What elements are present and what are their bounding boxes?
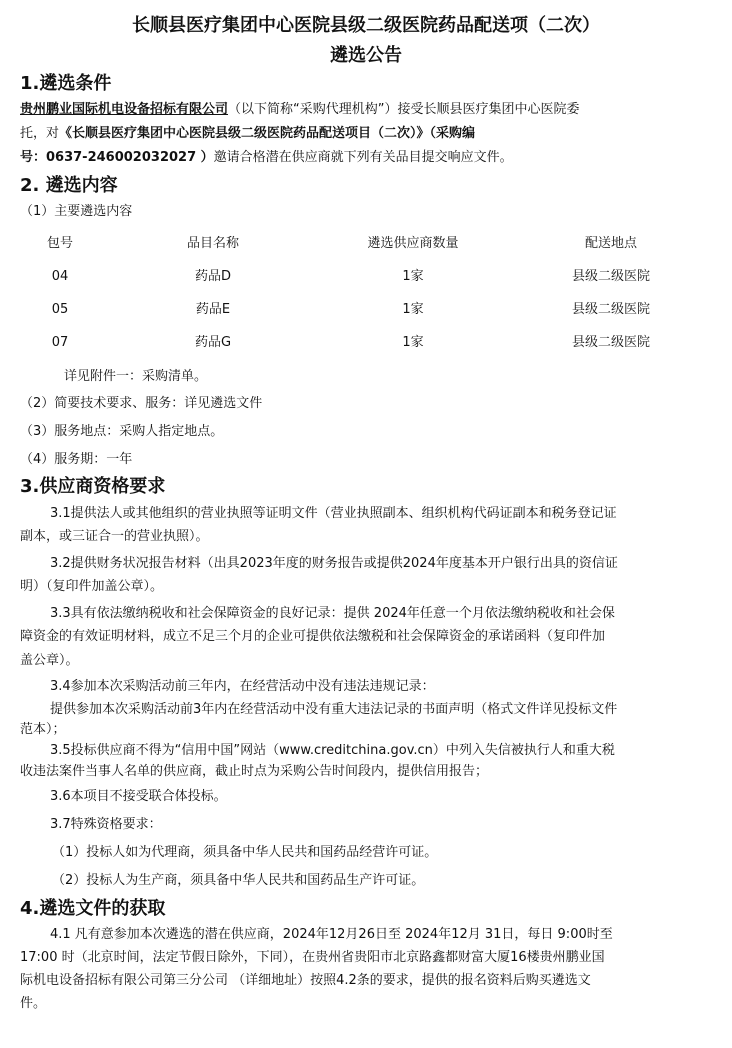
table-cell: 县级二级医院 [571, 302, 650, 317]
acquisition-line: 际机电设备招标有限公司第三分公司 （详细地址）按照4.2条的要求，提供的报名资料后购买遴选文 [20, 973, 591, 988]
table-header-cell: 包号 [46, 236, 73, 251]
table-header-cell: 配送地点 [584, 236, 637, 251]
qualification-line: 3.1提供法人或其他组织的营业执照等证明文件（营业执照副本、组织机构代码证副本和税务登记证 [50, 506, 617, 521]
section-1-line-2 [20, 123, 475, 145]
acquisition-line: 17:00 时（北京时间，法定节假日除外，下同），在贵州省贵阳市北京路鑫都财富大厦16楼贵州鹏业国 [20, 950, 605, 965]
section-1-text-a: （以下简称“采购代理机构”）接受长顺县医疗集团中心医院委 [228, 102, 580, 117]
project-name: 《长顺县医疗集团中心医院县级二级医院药品配送项目（二次）》（采购编 [59, 126, 476, 141]
title-line-1: 长顺县医疗集团中心医院县级二级医院药品配送项（二次） [132, 15, 600, 36]
table-cell: 县级二级医院 [571, 269, 650, 284]
qualification-line: 障资金的有效证明材料，成立不足三个月的企业可提供依法缴税和社会保障资金的承诺函料（复印件加 [20, 629, 606, 644]
table-cell: 07 [51, 335, 69, 350]
acquisition-line: 件。 [20, 996, 47, 1011]
section-2-sub-2: （2）简要技术要求、服务：详见遴选文件 [20, 396, 263, 411]
qualification-line: 副本，或三证合一的营业执照）。 [20, 529, 209, 544]
table-cell: 1家 [402, 269, 424, 284]
table-cell: 县级二级医院 [571, 335, 650, 350]
section-2-sub-3: （3）服务地点：采购人指定地点。 [20, 424, 224, 439]
table-cell: 05 [51, 302, 69, 317]
qualification-line: 盖公章）。 [20, 653, 79, 668]
section-1-line-3 [20, 147, 513, 169]
table-cell: 药品E [195, 302, 231, 317]
qualification-line: 收违法案件当事人名单的供应商，截止时点为采购公告时间段内，提供信用报告； [20, 764, 489, 779]
section-1-line-1 [20, 99, 580, 121]
qualification-line: 范本）； [20, 722, 66, 737]
attachment-note: 详见附件一：采购清单。 [64, 369, 208, 384]
section-4-heading: 4.遴选文件的获取 [20, 898, 166, 919]
qualification-line: 3.7特殊资格要求： [50, 817, 162, 832]
section-1-text-c: 邀请合格潜在供应商就下列有关品目提交响应文件。 [213, 150, 513, 165]
table-cell: 1家 [402, 335, 424, 350]
section-3-heading: 3.供应商资格要求 [20, 476, 166, 497]
acquisition-line: 4.1 凡有意参加本次遴选的潜在供应商，2024年12月26日至 2024年12月 31日，每日 9:00时至 [50, 927, 613, 942]
section-2-sub-1: （1）主要遴选内容 [20, 204, 133, 219]
qualification-line: 3.6本项目不接受联合体投标。 [50, 789, 227, 804]
table-header-cell: 品目名称 [186, 236, 239, 251]
section-2-sub-4: （4）服务期：一年 [20, 452, 133, 467]
table-cell: 药品D [194, 269, 231, 284]
section-1-text-b: 托，对 [20, 126, 60, 141]
table-header-cell: 遴选供应商数量 [367, 236, 459, 251]
table-cell: 药品G [194, 335, 232, 350]
qualification-line: 明）（复印件加盖公章）。 [20, 579, 164, 594]
qualification-line: 3.5投标供应商不得为“信用中国”网站（www.creditchina.gov.cn）中列入失信被执行人和重大税 [50, 743, 615, 758]
qualification-line: 提供参加本次采购活动前3年内在经营活动中没有重大违法记录的书面声明（格式文件详见投标文件 [50, 702, 618, 717]
procurement-number: 号：0637-246002032027 ） [20, 150, 214, 165]
section-1-heading: 1.遴选条件 [20, 73, 112, 94]
qualification-line: （1）投标人如为代理商，须具备中华人民共和国药品经营许可证。 [52, 845, 438, 860]
qualification-line: 3.3具有依法缴纳税收和社会保障资金的良好记录：提供 2024年任意一个月依法缴纳税收和社会保 [50, 606, 615, 621]
qualification-line: 3.2提供财务状况报告材料（出具2023年度的财务报告或提供2024年度基本开户银行出具的资信证 [50, 556, 618, 571]
qualification-line: （2）投标人为生产商，须具备中华人民共和国药品生产许可证。 [52, 873, 425, 888]
agency-name: 贵州鹏业国际机电设备招标有限公司 [20, 102, 229, 117]
title-line-2: 遴选公告 [330, 45, 402, 66]
table-cell: 1家 [402, 302, 424, 317]
table-cell: 04 [51, 269, 69, 284]
section-2-heading: 2. 遴选内容 [20, 175, 118, 196]
qualification-line: 3.4参加本次采购活动前三年内，在经营活动中没有违法违规记录： [50, 679, 435, 694]
